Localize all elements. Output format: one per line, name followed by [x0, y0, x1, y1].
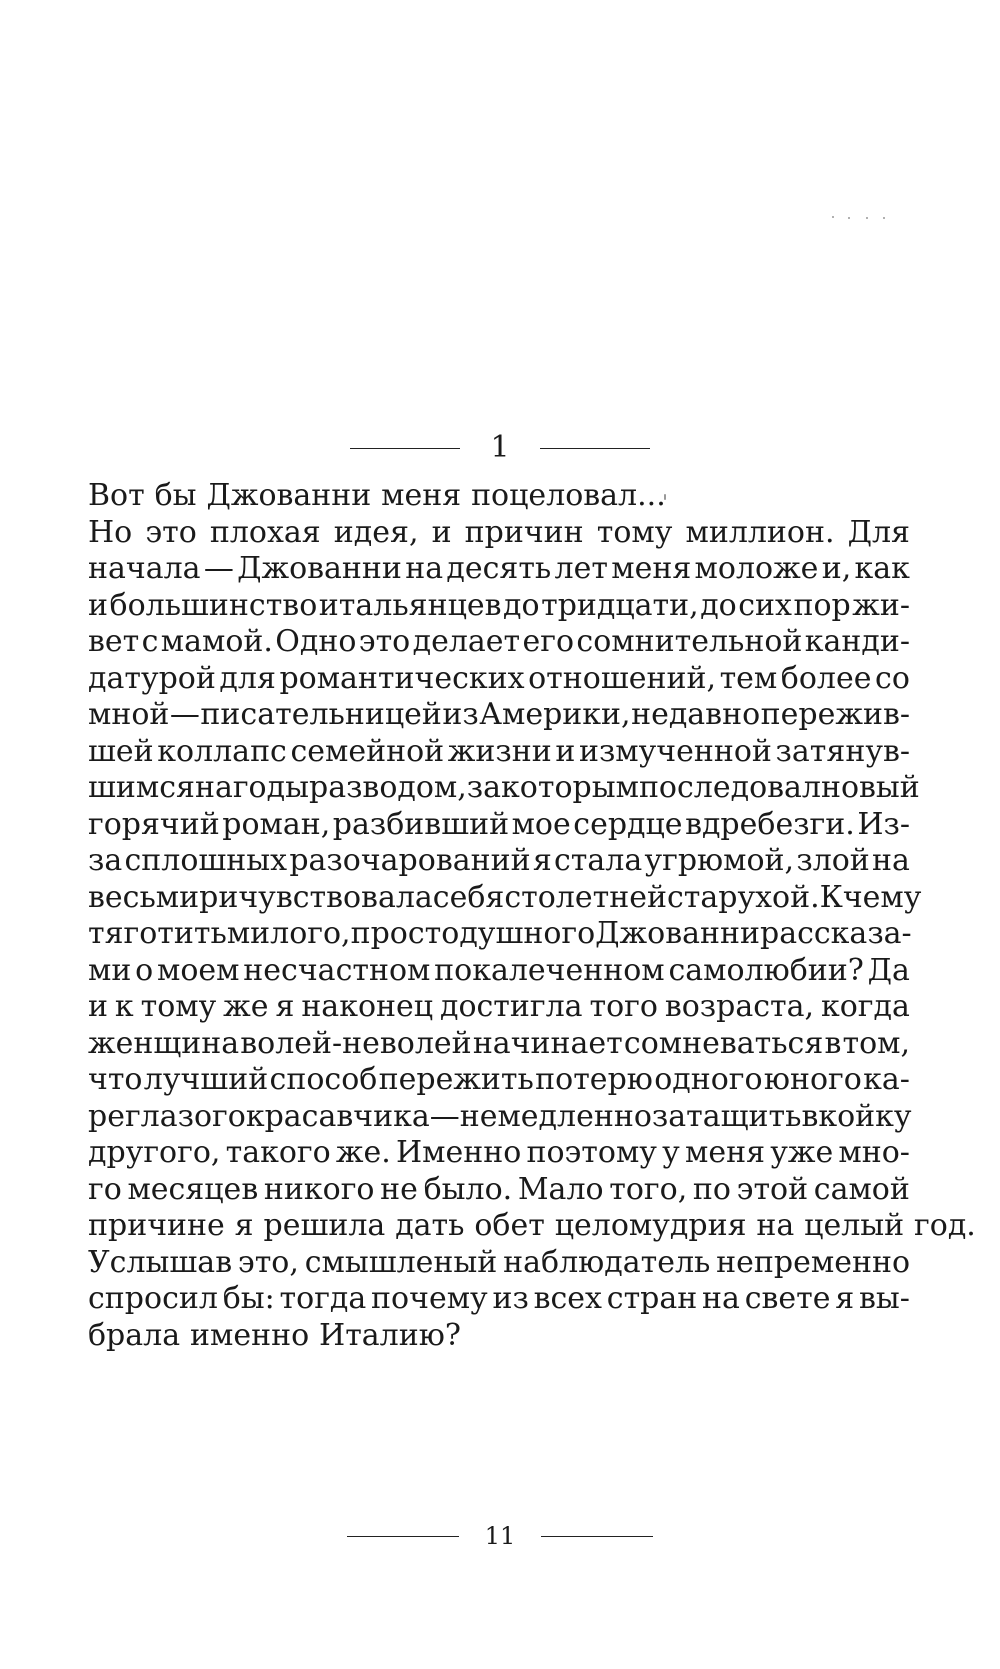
text-line: и большинство итальянцев до тридцати, до сих пор жи-: [88, 587, 910, 623]
body-text: [88, 478, 976, 1354]
text-line: и к тому же я наконец достигла того возраста, когда: [88, 989, 910, 1024]
text-line: мной — писательницей из Америки, недавно пережив-: [88, 697, 910, 732]
text-line: Услышав это, смышленый наблюдатель непременно: [88, 1244, 910, 1280]
chapter-number: 1: [490, 430, 510, 465]
text-line: причине я решила дать обет целомудрия на целый год.: [88, 1208, 976, 1243]
scan-speck: [848, 217, 850, 219]
scan-speck: [866, 217, 868, 219]
scan-speck: [832, 216, 834, 218]
text-line: весь мир и чувствовала себя столетней старухой. К чему: [88, 879, 922, 915]
text-line: шей коллапс семейной жизни и измученной затянув-: [88, 733, 910, 769]
text-line: го месяцев никого не было. Мало того, по этой самой: [88, 1171, 910, 1207]
text-line: реглазого красавчика — немедленно затащить в койку: [88, 1098, 912, 1134]
text-line: тяготить милого, простодушного Джованни рассказа-: [88, 916, 912, 951]
text-line: что лучший способ пережить потерю одного юного ка-: [88, 1062, 910, 1097]
text-line: датурой для романтических отношений, тем более со: [88, 660, 910, 696]
footer-rule-left: [347, 1536, 459, 1537]
text-line: другого, такого же. Именно поэтому у меня уже мно-: [88, 1135, 910, 1170]
scan-speck: [883, 217, 885, 219]
paragraph: [88, 1245, 910, 1355]
text-line: шимся на годы разводом, за которым последовал новый: [88, 770, 920, 805]
paragraph: [88, 514, 976, 1245]
chapter-rule-right: [540, 448, 650, 449]
text-line: женщина волей-неволей начинает сомневаться в том,: [88, 1025, 910, 1061]
chapter-heading: [0, 428, 1000, 468]
text-line: вет с мамой. Одно это делает его сомнительной канди-: [88, 624, 910, 659]
text-line: горячий роман, разбивший мое сердце вдребезги. Из-: [88, 806, 910, 842]
text-line: ми о моем несчастном покалеченном самолюбии? Да: [88, 952, 910, 988]
text-line: Но это плохая идея, и причин тому миллион. Для: [88, 514, 910, 550]
text-line: Вот бы Джованни меня поцеловал...: [88, 478, 666, 513]
footer-rule-right: [541, 1536, 653, 1537]
page-footer: [0, 1516, 1000, 1556]
text-line: брала именно Италию?: [88, 1317, 461, 1353]
text-line: спросил бы: тогда почему из всех стран на свете я вы-: [88, 1281, 910, 1316]
paragraph: [88, 478, 910, 515]
chapter-rule-left: [350, 448, 460, 449]
text-line: за сплошных разочарований я стала угрюмой, злой на: [88, 843, 910, 878]
text-line: начала — Джованни на десять лет меня моложе и, как: [88, 551, 910, 586]
page-number: 11: [484, 1522, 516, 1550]
